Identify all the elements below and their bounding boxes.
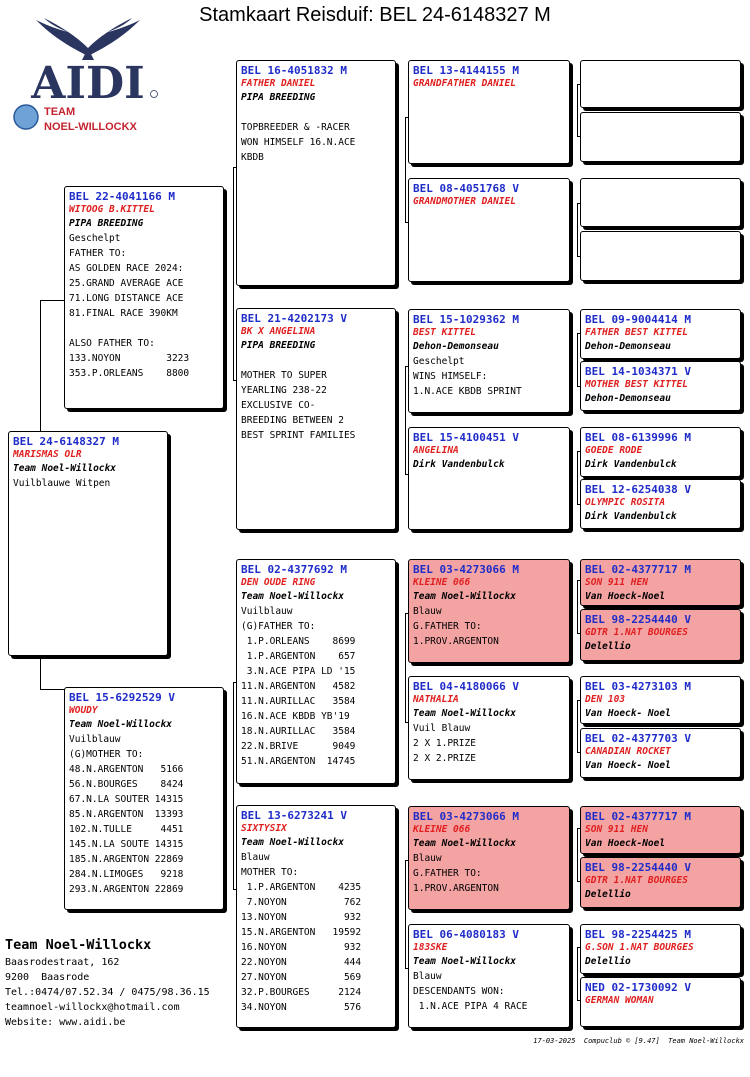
ring-number: BEL 03-4273066 M (413, 563, 519, 576)
info-line: 27.NOYON 569 (241, 972, 362, 983)
breeder: PIPA BREEDING (241, 340, 316, 351)
info-line: Vuilblauw (69, 734, 121, 745)
pigeon-name: DEN OUDE RING (241, 577, 316, 588)
pedigree-card-ss-dam (408, 178, 570, 282)
info-line: 7.NOYON 762 (241, 897, 362, 908)
pedigree-card-sire-dam (236, 308, 396, 530)
info-line: EXCLUSIVE CO- (241, 400, 316, 411)
aidi-logo (8, 18, 168, 138)
info-line: WINS HIMSELF: (413, 371, 488, 382)
info-line (69, 321, 219, 336)
info-line: 67.N.LA SOUTER 14315 (69, 794, 184, 805)
info-line: 11.N.AURILLAC 3584 (241, 696, 356, 707)
breeder: Team Noel-Willockx (413, 591, 516, 602)
pigeon-name: MOTHER BEST KITTEL (585, 379, 688, 390)
pigeon-name: SON 911 HEN (585, 824, 648, 835)
breeder: Van Hoeck-Noel (585, 838, 666, 849)
info-line: 293.N.ARGENTON 22869 (69, 884, 184, 895)
ring-number: BEL 02-4377703 V (585, 732, 691, 745)
pigeon-name: WITOOG B.KITTEL (69, 204, 155, 215)
info-line: (G)MOTHER TO: (69, 749, 144, 760)
info-line: 11.N.ARGENTON 4582 (241, 681, 356, 692)
pedigree-card-sd-dam (408, 427, 570, 530)
pigeon-name: ANGELINA (413, 445, 459, 456)
info-line: Blauw (413, 971, 442, 982)
ring-number: BEL 21-4202173 V (241, 312, 347, 325)
ring-number: BEL 15-1029362 M (413, 313, 519, 326)
breeder: Dirk Vandenbulck (585, 459, 677, 470)
breeder: Team Noel-Willockx (241, 591, 344, 602)
pigeon-name: BEST KITTEL (413, 327, 476, 338)
ring-number: BEL 02-4377692 M (241, 563, 347, 576)
info-line: 16.N.ACE KBDB YB'19 (241, 711, 350, 722)
info-line: 1.P.ARGENTON 657 (241, 651, 356, 662)
breeder: Team Noel-Willockx (413, 956, 516, 967)
pedigree-card-sd-sire (408, 309, 570, 413)
info-line: AS GOLDEN RACE 2024: (69, 263, 184, 274)
ring-number: BEL 08-6139996 M (585, 431, 691, 444)
pedigree-card-dd-sire (408, 806, 570, 910)
pedigree-card-ssd-sire (580, 178, 741, 227)
info-line (241, 353, 391, 368)
info-line: 1.PROV.ARGENTON (413, 883, 499, 894)
info-line: WON HIMSELF 16.N.ACE (241, 137, 356, 148)
info-line: BEST SPRINT FAMILIES (241, 430, 356, 441)
info-line: Vuilblauw (241, 606, 293, 617)
info-line: 1.N.ACE PIPA 4 RACE (413, 1001, 528, 1012)
pedigree-card-ds-sire (408, 559, 570, 663)
breeder: Dirk Vandenbulck (413, 459, 505, 470)
pigeon-name: CANADIAN ROCKET (585, 746, 671, 757)
wings-icon (36, 18, 140, 60)
info-line: FATHER TO: (69, 248, 127, 259)
pedigree-card-dss-dam (580, 609, 741, 661)
ring-number: NED 02-1730092 V (585, 981, 691, 994)
info-line: G.FATHER TO: (413, 868, 482, 879)
pedigree-card-dam-dam (236, 805, 396, 1028)
info-line: 81.FINAL RACE 390KM (69, 308, 178, 319)
ring-number: BEL 98-2254425 M (585, 928, 691, 941)
pedigree-card-sds-sire (580, 309, 741, 359)
pigeon-name: 183SKE (413, 942, 448, 953)
info-line: 2 X 1.PRIZE (413, 738, 476, 749)
ring-number: BEL 02-4377717 M (585, 563, 691, 576)
breeder: Van Hoeck- Noel (585, 708, 671, 719)
pedigree-card-dd-dam (408, 924, 570, 1028)
ring-number: BEL 02-4377717 M (585, 810, 691, 823)
logo-team-line1: TEAM (44, 106, 76, 118)
info-line: (G)FATHER TO: (241, 621, 316, 632)
pigeon-name: KLEINE 066 (413, 577, 471, 588)
pigeon-name: WOUDY (69, 705, 98, 716)
breeder: Delellio (585, 641, 631, 652)
ring-number: BEL 08-4051768 V (413, 182, 519, 195)
info-line: 71.LONG DISTANCE ACE (69, 293, 184, 304)
pedigree-card-dss-sire (580, 559, 741, 606)
info-line: 16.NOYON 932 (241, 942, 362, 953)
pigeon-name: SON 911 HEN (585, 577, 648, 588)
breeder: Team Noel-Willockx (13, 463, 116, 474)
pigeon-name: GDTR 1.NAT BOURGES (585, 627, 688, 638)
pigeon-name: G.SON 1.NAT BOURGES (585, 942, 694, 953)
info-line: 85.N.ARGENTON 13393 (69, 809, 184, 820)
breeder: Team Noel-Willockx (413, 838, 516, 849)
breeder: Delellio (585, 956, 631, 967)
pedigree-card-dam-sire (236, 559, 396, 784)
breeder: PIPA BREEDING (69, 218, 144, 229)
pedigree-card-dam (64, 687, 224, 910)
info-line: 1.P.ORLEANS 8699 (241, 636, 356, 647)
pigeon-name: GOEDE RODE (585, 445, 643, 456)
info-line: 51.N.ARGENTON 14745 (241, 756, 356, 767)
pigeon-name: GRANDMOTHER DANIEL (413, 196, 516, 207)
info-line: BREEDING BETWEEN 2 (241, 415, 344, 426)
info-line: 3.N.ACE PIPA LD '15 (241, 666, 356, 677)
info-line: TOPBREEDER & -RACER (241, 122, 350, 133)
info-line: 56.N.BOURGES 8424 (69, 779, 184, 790)
pedigree-card-dsd-dam (580, 728, 741, 778)
owner-name: Team Noel-Willockx (5, 937, 152, 953)
pigeon-name: FATHER BEST KITTEL (585, 327, 688, 338)
info-line (241, 105, 391, 120)
info-line: G.FATHER TO: (413, 621, 482, 632)
pedigree-card-ddd-sire (580, 924, 741, 974)
pedigree-card-sdd-dam (580, 479, 741, 529)
page-title: Stamkaart Reisduif: BEL 24-6148327 M (199, 4, 551, 26)
ring-number: BEL 15-4100451 V (413, 431, 519, 444)
info-line: 1.P.ARGENTON 4235 (241, 882, 362, 893)
info-line: 1.PROV.ARGENTON (413, 636, 499, 647)
owner-email[interactable]: teamnoel-willockx@hotmail.com (5, 1002, 180, 1013)
ring-number: BEL 13-4144155 M (413, 64, 519, 77)
info-line: 18.N.AURILLAC 3584 (241, 726, 356, 737)
info-line: Geschelpt (413, 356, 465, 367)
pedigree-card-sire (64, 186, 224, 409)
pedigree-card-ddd-dam (580, 977, 741, 1027)
pigeon-name: MARISMAS OLR (13, 449, 82, 460)
pigeon-name: KLEINE 066 (413, 824, 471, 835)
ring-number: BEL 04-4180066 V (413, 680, 519, 693)
info-line: 22.N.BRIVE 9049 (241, 741, 356, 752)
pedigree-card-subject (8, 431, 168, 656)
pigeon-name: DEN 103 (585, 694, 626, 705)
breeder: Van Hoeck- Noel (585, 760, 671, 771)
ring-number: BEL 98-2254440 V (585, 861, 691, 874)
breeder: Dehon-Demonseau (585, 393, 671, 404)
pigeon-name: SIXTYSIX (241, 823, 287, 834)
ring-number: BEL 12-6254038 V (585, 483, 691, 496)
info-line: 15.N.ARGENTON 19592 (241, 927, 362, 938)
info-line: ALSO FATHER TO: (69, 338, 155, 349)
info-line: 13.NOYON 932 (241, 912, 362, 923)
pedigree-card-sds-dam (580, 361, 741, 411)
pedigree-card-ds-dam (408, 676, 570, 780)
info-line: 185.N.ARGENTON 22869 (69, 854, 184, 865)
pigeon-emblem-icon (14, 105, 38, 129)
breeder: Van Hoeck-Noel (585, 591, 666, 602)
info-line: Blauw (413, 853, 442, 864)
info-line: 34.NOYON 576 (241, 1002, 362, 1013)
ring-number: BEL 09-9004414 M (585, 313, 691, 326)
logo-brand: AIDI (31, 58, 145, 109)
info-line: 22.NOYON 444 (241, 957, 362, 968)
pigeon-name: NATHALIA (413, 694, 459, 705)
footer-credit: 17-03-2025 Compuclub © [9.47] Team Noel-Willockx (533, 1037, 744, 1045)
ring-number: BEL 15-6292529 V (69, 691, 175, 704)
owner-block (5, 935, 210, 1030)
pedigree-card-sdd-sire (580, 427, 741, 477)
ring-number: BEL 06-4080183 V (413, 928, 519, 941)
info-line: Blauw (413, 606, 442, 617)
pedigree-card-dds-sire (580, 806, 741, 854)
info-line: 25.GRAND AVERAGE ACE (69, 278, 184, 289)
owner-website[interactable]: Website: www.aidi.be (5, 1017, 126, 1028)
pigeon-name: GRANDFATHER DANIEL (413, 78, 516, 89)
info-line: Geschelpt (69, 233, 121, 244)
info-line: 102.N.TULLE 4451 (69, 824, 184, 835)
pedigree-card-sss-dam (580, 112, 741, 162)
pedigree-card-ssd-dam (580, 231, 741, 281)
pigeon-name: BK X ANGELINA (241, 326, 316, 337)
pedigree-card-sss-sire (580, 60, 741, 108)
breeder: Dehon-Demonseau (413, 341, 499, 352)
info-line: 1.N.ACE KBDB SPRINT (413, 386, 522, 397)
info-line: 353.P.ORLEANS 8800 (69, 368, 190, 379)
ring-number: BEL 22-4041166 M (69, 190, 175, 203)
logo-team-line2: NOEL-WILLOCKX (44, 121, 137, 133)
breeder: Delellio (585, 889, 631, 900)
info-line: KBDB (241, 152, 264, 163)
ring-number: BEL 13-6273241 V (241, 809, 347, 822)
pedigree-card-sire-sire (236, 60, 396, 286)
breeder: PIPA BREEDING (241, 92, 316, 103)
info-line: YEARLING 238-22 (241, 385, 327, 396)
info-line: Vuilblauwe Witpen (13, 478, 111, 489)
pigeon-name: GDTR 1.NAT BOURGES (585, 875, 688, 886)
breeder: Team Noel-Willockx (69, 719, 172, 730)
pedigree-card-ss-sire (408, 60, 570, 164)
breeder: Team Noel-Willockx (413, 708, 516, 719)
owner-city: 9200 Baasrode (5, 972, 90, 983)
ring-number: BEL 16-4051832 M (241, 64, 347, 77)
pedigree-card-dds-dam (580, 857, 741, 908)
info-line: MOTHER TO: (241, 867, 299, 878)
info-line: 2 X 2.PRIZE (413, 753, 476, 764)
ring-number: BEL 14-1034371 V (585, 365, 691, 378)
ring-number: BEL 24-6148327 M (13, 435, 119, 448)
info-line: 48.N.ARGENTON 5166 (69, 764, 184, 775)
pedigree-card-dsd-sire (580, 676, 741, 724)
breeder: Team Noel-Willockx (241, 837, 344, 848)
pigeon-name: GERMAN WOMAN (585, 995, 654, 1006)
info-line: MOTHER TO SUPER (241, 370, 327, 381)
owner-street: Baasrodestraat, 162 (5, 957, 120, 968)
info-line: 284.N.LIMOGES 9218 (69, 869, 184, 880)
info-line: 32.P.BOURGES 2124 (241, 987, 362, 998)
owner-phone: Tel.:0474/07.52.34 / 0475/98.36.15 (5, 987, 210, 998)
info-line: 133.NOYON 3223 (69, 353, 190, 364)
info-line: Blauw (241, 852, 270, 863)
info-line: Vuil Blauw (413, 723, 471, 734)
ring-number: BEL 03-4273066 M (413, 810, 519, 823)
ring-number: BEL 03-4273103 M (585, 680, 691, 693)
info-line: DESCENDANTS WON: (413, 986, 505, 997)
pigeon-name: FATHER DANIEL (241, 78, 316, 89)
pigeon-name: OLYMPIC ROSITA (585, 497, 666, 508)
info-line: 145.N.LA SOUTE 14315 (69, 839, 184, 850)
breeder: Dirk Vandenbulck (585, 511, 677, 522)
breeder: Dehon-Demonseau (585, 341, 671, 352)
ring-number: BEL 98-2254440 V (585, 613, 691, 626)
